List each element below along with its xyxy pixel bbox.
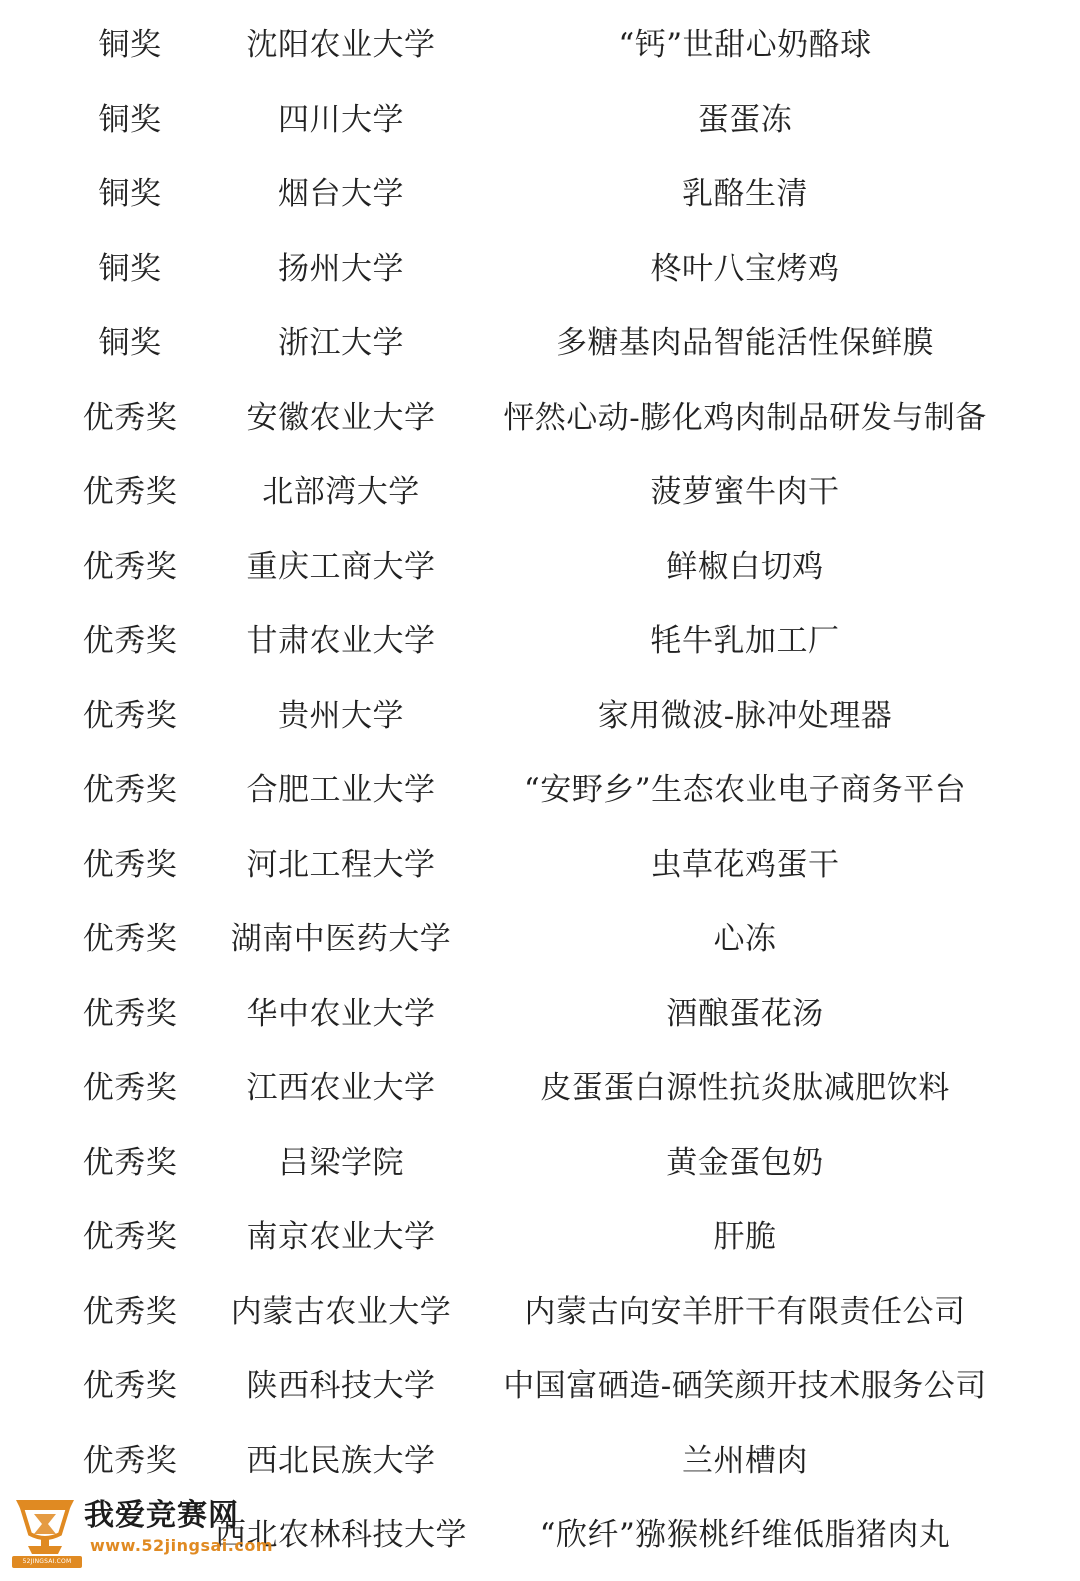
university-cell: 西北民族大学 bbox=[246, 1442, 436, 1479]
award-cell: 优秀奖 bbox=[82, 772, 178, 808]
table-row bbox=[0, 455, 1080, 530]
table-row bbox=[0, 8, 1080, 83]
university-cell: 扬州大学 bbox=[278, 250, 404, 287]
watermark-site-url: www.52jingsai.com bbox=[90, 1536, 274, 1555]
project-cell: 多糖基肉品智能活性保鲜膜 bbox=[556, 325, 934, 361]
award-cell: 优秀奖 bbox=[82, 1070, 178, 1106]
project-cell: “安野乡”生态农业电子商务平台 bbox=[523, 772, 967, 808]
project-cell: 蛋蛋冻 bbox=[697, 101, 793, 138]
award-cell: 铜奖 bbox=[98, 101, 162, 138]
project-cell: 牦牛乳加工厂 bbox=[650, 623, 840, 659]
university-cell: 浙江大学 bbox=[278, 325, 404, 361]
table-row bbox=[0, 977, 1080, 1052]
university-cell: 烟台大学 bbox=[278, 176, 404, 212]
table-row bbox=[0, 1349, 1080, 1424]
table-row bbox=[0, 828, 1080, 903]
project-cell: 怦然心动-膨化鸡肉制品研发与制备 bbox=[503, 399, 987, 436]
award-cell: 优秀奖 bbox=[82, 548, 178, 585]
project-cell: 兰州槽肉 bbox=[682, 1442, 808, 1479]
award-cell: 优秀奖 bbox=[82, 995, 178, 1032]
university-cell: 沈阳农业大学 bbox=[246, 27, 436, 63]
project-cell: 鲜椒白切鸡 bbox=[666, 548, 824, 585]
project-cell: 心冻 bbox=[713, 921, 777, 957]
table-row bbox=[0, 1275, 1080, 1350]
table-row bbox=[0, 530, 1080, 605]
table-row bbox=[0, 1200, 1080, 1275]
award-cell: 铜奖 bbox=[98, 27, 162, 63]
project-cell: 中国富硒造-硒笑颜开技术服务公司 bbox=[503, 1368, 987, 1404]
project-cell: 内蒙古向安羊肝干有限责任公司 bbox=[524, 1293, 966, 1330]
project-cell: 乳酪生清 bbox=[682, 176, 808, 212]
table-row bbox=[0, 83, 1080, 158]
project-cell: 黄金蛋包奶 bbox=[666, 1144, 824, 1181]
university-cell: 安徽农业大学 bbox=[246, 399, 436, 436]
table-row bbox=[0, 679, 1080, 754]
award-cell: 优秀奖 bbox=[82, 697, 178, 734]
project-cell: 家用微波-脉冲处理器 bbox=[597, 697, 893, 734]
table-row bbox=[0, 1424, 1080, 1499]
award-cell: 铜奖 bbox=[98, 325, 162, 361]
award-table bbox=[0, 8, 1080, 1573]
watermark-badge: 52JINGSAI.COM bbox=[12, 1556, 82, 1568]
university-cell: 北部湾大学 bbox=[262, 474, 420, 510]
project-cell: 酒酿蛋花汤 bbox=[666, 995, 824, 1032]
university-cell: 贵州大学 bbox=[278, 697, 404, 734]
project-cell: 虫草花鸡蛋干 bbox=[650, 846, 840, 883]
university-cell: 江西农业大学 bbox=[246, 1070, 436, 1106]
university-cell: 陕西科技大学 bbox=[246, 1368, 436, 1404]
project-cell: “钙”世甜心奶酪球 bbox=[618, 27, 872, 63]
university-cell: 华中农业大学 bbox=[246, 995, 436, 1032]
award-cell: 铜奖 bbox=[98, 250, 162, 287]
project-cell: 柊叶八宝烤鸡 bbox=[650, 250, 840, 287]
award-cell: 铜奖 bbox=[98, 176, 162, 212]
table-row bbox=[0, 604, 1080, 679]
award-cell: 优秀奖 bbox=[82, 1293, 178, 1330]
award-cell: 优秀奖 bbox=[82, 623, 178, 659]
table-row bbox=[0, 902, 1080, 977]
watermark-title: 我爱竞赛网 bbox=[84, 1498, 239, 1533]
award-cell: 优秀奖 bbox=[82, 1442, 178, 1479]
project-cell: 肝脆 bbox=[713, 1219, 777, 1255]
project-cell: “欣纤”猕猴桃纤维低脂猪肉丸 bbox=[539, 1517, 951, 1553]
university-cell: 合肥工业大学 bbox=[246, 772, 436, 808]
university-cell: 甘肃农业大学 bbox=[246, 623, 436, 659]
award-cell: 优秀奖 bbox=[82, 921, 178, 957]
table-row bbox=[0, 753, 1080, 828]
project-cell: 菠萝蜜牛肉干 bbox=[650, 474, 840, 510]
award-cell: 优秀奖 bbox=[82, 1219, 178, 1255]
table-row bbox=[0, 1126, 1080, 1201]
table-row bbox=[0, 306, 1080, 381]
university-cell: 南京农业大学 bbox=[246, 1219, 436, 1255]
award-cell: 优秀奖 bbox=[82, 399, 178, 436]
university-cell: 湖南中医药大学 bbox=[230, 921, 452, 957]
university-cell: 重庆工商大学 bbox=[246, 548, 436, 585]
project-cell: 皮蛋蛋白源性抗炎肽减肥饮料 bbox=[540, 1070, 950, 1106]
award-cell: 优秀奖 bbox=[82, 846, 178, 883]
university-cell: 吕梁学院 bbox=[278, 1144, 404, 1181]
table-row bbox=[0, 1498, 1080, 1573]
university-cell: 内蒙古农业大学 bbox=[230, 1293, 452, 1330]
award-cell: 优秀奖 bbox=[82, 474, 178, 510]
university-cell: 四川大学 bbox=[278, 101, 404, 138]
university-cell: 西北农林科技大学 bbox=[215, 1517, 467, 1553]
award-cell: 优秀奖 bbox=[82, 1368, 178, 1404]
award-cell: 优秀奖 bbox=[82, 1144, 178, 1181]
university-cell: 河北工程大学 bbox=[246, 846, 436, 883]
table-row bbox=[0, 381, 1080, 456]
table-row bbox=[0, 232, 1080, 307]
table-row bbox=[0, 157, 1080, 232]
table-row bbox=[0, 1051, 1080, 1126]
